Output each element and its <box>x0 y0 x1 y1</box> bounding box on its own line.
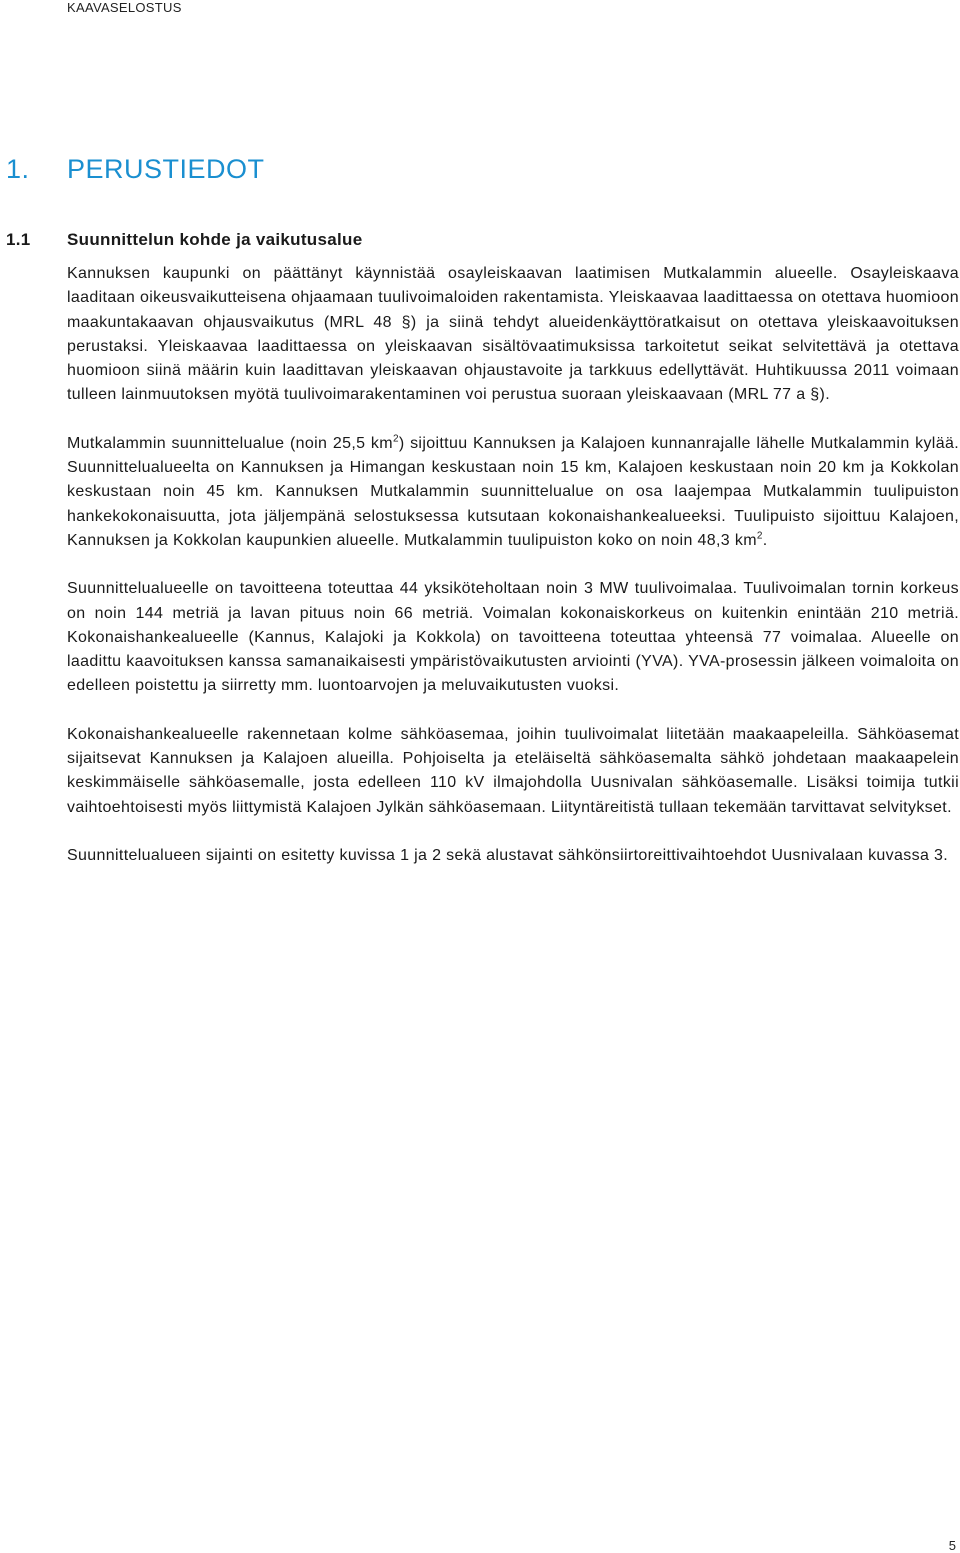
chapter-title <box>6 154 265 185</box>
paragraph-2 <box>67 432 959 553</box>
paragraph-2-part-2: ) sijoittuu Kannuksen ja Kalajoen kunnanrajalle lähelle Mutkalammin kylää. Suunnittelualueelta on Kannuksen ja Himangan keskustaan noin 15 km, Kalajoen keskustaan noin 20 km ja Kokkolan keskustaan noin 45 km. Kannuksen Mutkalammin suunnittelualue on osa laajempaa Mutkalammin tuulipuiston hankekokonaisuutta, jota jäljempänä selostuksessa kutsutaan kokonaishankealueeksi. Tuulipuisto sijoittuu Kalajoen, Kannuksen ja Kokkolan kaupunkien alueelle. Mutkalammin tuulipuiston koko on noin 48,3 km <box>67 434 960 549</box>
page-number: 5 <box>948 1538 956 1553</box>
paragraph-2-part-3: . <box>762 531 768 549</box>
superscript-2: 2 <box>392 433 399 445</box>
chapter-number: 1. <box>6 154 30 184</box>
superscript-2b: 2 <box>756 530 763 542</box>
section-number: 1.1 <box>6 230 31 249</box>
section-title-text: Suunnittelun kohde ja vaikutusalue <box>67 230 363 249</box>
chapter-title-text: PERUSTIEDOT <box>67 154 265 184</box>
running-header: KAAVASELOSTUS <box>67 0 182 15</box>
paragraph-5: Suunnittelualueen sijainti on esitetty kuvissa 1 ja 2 sekä alustavat sähkönsiirtoreittivaihtoehdot Uusnivalaan kuvassa 3. <box>67 846 949 864</box>
body-text <box>67 262 959 892</box>
section-title <box>6 230 362 250</box>
paragraph-2-part-1: Mutkalammin suunnittelualue (noin 25,5 km <box>67 434 393 452</box>
paragraph-3: Suunnittelualueelle on tavoitteena toteuttaa 44 yksiköteholtaan noin 3 MW tuulivoimalaa. Tuulivoimalan tornin korkeus on noin 144 metriä ja lavan pituus noin 66 metriä. Voimalan kokonaiskorkeus on kuitenkin enintään 210 metriä. Kokonaishankealueelle (Kannus, Kalajoki ja Kokkola) on tavoitteena toteuttaa yhteensä 77 voimalaa. Alueelle on laadittu kaavoituksen kanssa samanaikaisesti ympäristövaikutusten arviointi (YVA). YVA-prosessin jälkeen voimaloita on edelleen poistettu ja siirretty mm. luontoarvojen ja meluvaikutusten vuoksi. <box>67 580 959 695</box>
paragraph-1: Kannuksen kaupunki on päättänyt käynnistää osayleiskaavan laatimisen Mutkalammin alueelle. Osayleiskaava laaditaan oikeusvaikutteisena ohjaamaan tuulivoimaloiden rakentamista. Yleiskaavaa laadittaessa on otettava huomioon maakuntakaavan ohjausvaikutus (MRL 48 §) ja siinä tehdyt alueidenkäyttöratkaisut on otettava yleiskaavoituksen perustaksi. Yleiskaavaa laadittaessa on yleiskaavan sisältövaatimuksissa tarkoitetut seikat selvitettävä ja otettava huomioon siinä määrin kuin laadittavan yleiskaavan ohjaustavoite ja tarkkuus edellyttävät. Huhtikuussa 2011 voimaan tulleen lainmuutoksen myötä tuulivoimarakentaminen voi perustua suoraan yleiskaavaan (MRL 77 a §). <box>67 265 959 404</box>
paragraph-4: Kokonaishankealueelle rakennetaan kolme sähköasemaa, joihin tuulivoimalat liitetään maakaapeleilla. Sähköasemat sijaitsevat Kannuksen ja Kalajoen alueilla. Pohjoiselta ja eteläiseltä sähköasemalta sähkö johdetaan maakaapelein keskimmäiselle sähköasemalle, josta edelleen 110 kV ilmajohdolla Uusnivalan sähköasemalle. Lisäksi toimija tutkii vaihtoehtoisesti myös liittymistä Kalajoen Jylkän sähköasemaan. Liityntäreitistä tullaan tekemään tarvittavat selvitykset. <box>67 725 959 816</box>
